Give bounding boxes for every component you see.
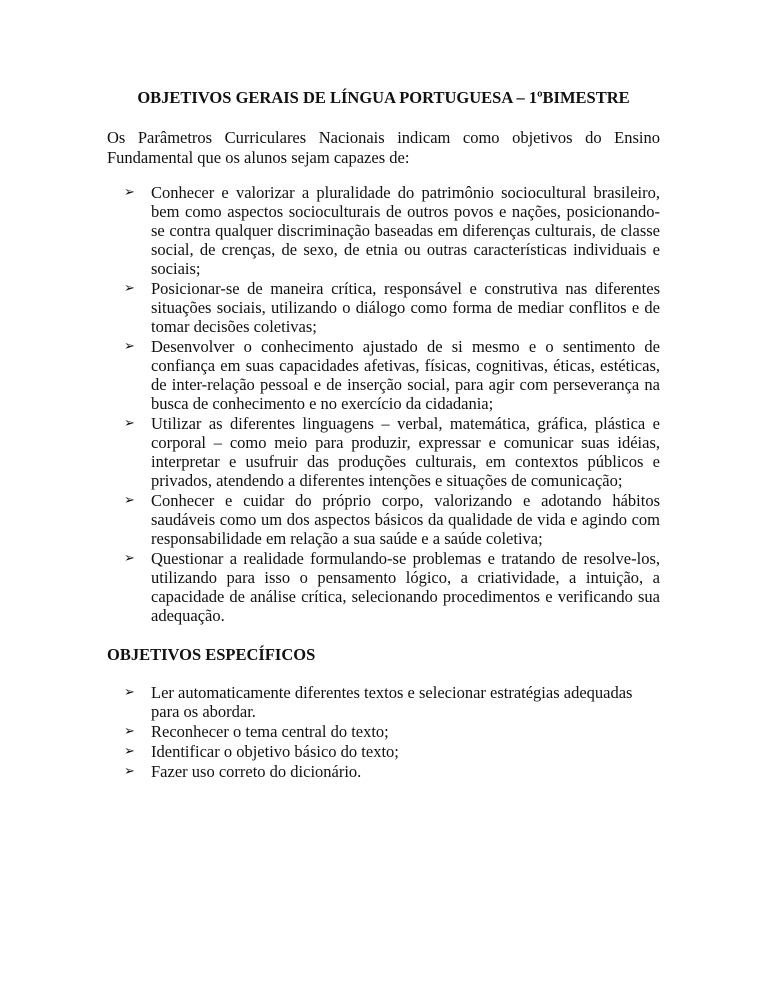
list-item-text: Questionar a realidade formulando-se problemas e tratando de resolve-los, utilizando para isso o pensamento lógico, a criatividade, a intuição, a capacidade de análise crítica, selecionando procedimentos e verificando sua adequação.	[151, 549, 660, 625]
list-item	[107, 742, 660, 761]
list-item-text: Utilizar as diferentes linguagens – verbal, matemática, gráfica, plástica e corporal – como meio para produzir, expressar e comunicar suas idéias, interpretar e usufruir das produções culturais, em contextos públicos e privados, atendendo a diferentes intenções e situações de comunicação;	[151, 414, 660, 490]
specific-objectives-list	[107, 683, 660, 781]
list-item-text: Fazer uso correto do dicionário.	[151, 762, 362, 781]
list-item	[107, 337, 660, 413]
list-item-text: Identificar o objetivo básico do texto;	[151, 742, 399, 761]
list-item	[107, 279, 660, 336]
list-item-text: Conhecer e valorizar a pluralidade do patrimônio sociocultural brasileiro, bem como aspectos socioculturais de outros povos e nações, posicionando-se contra qualquer discriminação baseadas em diferenças culturais, de classe social, de crenças, de sexo, de etnia ou outras características individuais e sociais;	[151, 183, 660, 278]
arrow-bullet-icon: ➢	[124, 339, 135, 354]
document-title: OBJETIVOS GERAIS DE LÍNGUA PORTUGUESA – 1ºBIMESTRE	[137, 88, 630, 107]
arrow-bullet-icon: ➢	[124, 764, 135, 779]
arrow-bullet-icon: ➢	[124, 744, 135, 759]
arrow-bullet-icon: ➢	[124, 685, 135, 700]
list-item	[107, 183, 660, 278]
list-item	[107, 762, 660, 781]
list-item	[107, 722, 660, 741]
list-item-text: Desenvolver o conhecimento ajustado de si mesmo e o sentimento de confiança em suas capacidades afetivas, físicas, cognitivas, éticas, estéticas, de inter-relação pessoal e de inserção social, para agir com perseverança na busca de conhecimento e no exercício da cidadania;	[151, 337, 660, 413]
list-item	[107, 683, 660, 721]
specific-objectives-heading: OBJETIVOS ESPECÍFICOS	[107, 645, 316, 664]
list-item-text: Conhecer e cuidar do próprio corpo, valorizando e adotando hábitos saudáveis como um dos aspectos básicos da qualidade de vida e agindo com responsabilidade em relação a sua saúde e a saúde coletiva;	[151, 491, 660, 548]
arrow-bullet-icon: ➢	[124, 551, 135, 566]
arrow-bullet-icon: ➢	[124, 724, 135, 739]
list-item	[107, 414, 660, 490]
intro-paragraph: Os Parâmetros Curriculares Nacionais indicam como objetivos do Ensino Fundamental que os alunos sejam capazes de:	[107, 128, 660, 167]
list-item	[107, 491, 660, 548]
arrow-bullet-icon: ➢	[124, 185, 135, 200]
list-item-text: Reconhecer o tema central do texto;	[151, 722, 389, 741]
general-objectives-list	[107, 183, 660, 625]
list-item-text: Ler automaticamente diferentes textos e selecionar estratégias adequadas para os abordar.	[151, 683, 633, 721]
arrow-bullet-icon: ➢	[124, 416, 135, 431]
arrow-bullet-icon: ➢	[124, 493, 135, 508]
list-item	[107, 549, 660, 625]
document-page	[107, 88, 660, 782]
list-item-text: Posicionar-se de maneira crítica, responsável e construtiva nas diferentes situações sociais, utilizando o diálogo como forma de mediar conflitos e de tomar decisões coletivas;	[151, 279, 660, 336]
arrow-bullet-icon: ➢	[124, 281, 135, 296]
